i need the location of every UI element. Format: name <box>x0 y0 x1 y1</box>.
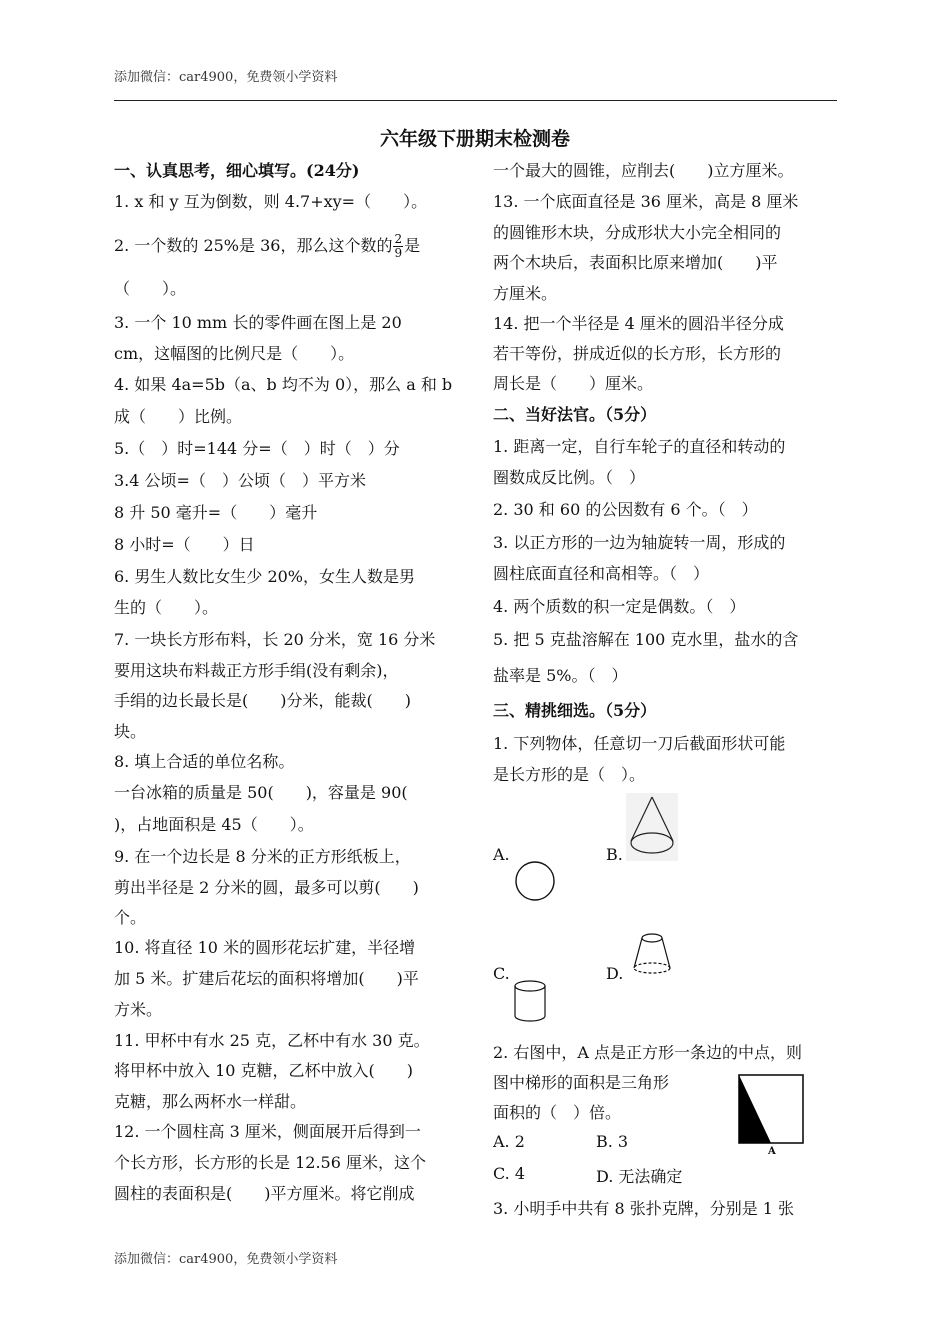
q5-line1: 5.（ ）时=144 分=（ ）时（ ）分 <box>114 439 400 458</box>
section-2-heading: 二、当好法官。（5分） <box>493 405 657 424</box>
judge-2: 2. 30 和 60 的公因数有 6 个。（ ） <box>493 500 758 519</box>
q14-line3: 周长是（ ）厘米。 <box>493 374 654 393</box>
q3-line2: cm，这幅图的比例尺是（ ）。 <box>114 344 355 363</box>
q10-line2: 加 5 米。扩建后花坛的面积将增加( )平 <box>114 969 419 988</box>
judge-1-line2: 圈数成反比例。（ ） <box>493 468 646 487</box>
q8-line2: 一台冰箱的质量是 50( )，容量是 90( <box>114 783 408 802</box>
point-a-label: A <box>768 1146 776 1157</box>
q12-line4: 一个最大的圆锥，应削去( )立方厘米。 <box>493 161 794 180</box>
judge-3-line2: 圆柱底面直径和高相等。（ ） <box>493 564 710 583</box>
cone-background <box>626 793 678 861</box>
fraction <box>393 233 403 260</box>
judge-3-line1: 3. 以正方形的一边为轴旋转一周，形成的 <box>493 533 786 552</box>
choice-2-line3: 面积的（ ）倍。 <box>493 1103 622 1122</box>
q3-line1: 3. 一个 10 mm 长的零件画在图上是 20 <box>114 313 402 332</box>
judge-5-line2: 盐率是 5%。（ ） <box>493 666 628 685</box>
q2-line2: （ ）。 <box>114 279 187 298</box>
choice-2-option-d: D. 无法确定 <box>596 1167 683 1186</box>
header-divider <box>114 100 837 101</box>
choice-2-option-c: C. 4 <box>493 1164 526 1183</box>
page-header: 添加微信：car4900，免费领小学资料 <box>114 70 338 85</box>
judge-1-line1: 1. 距离一定，自行车轮子的直径和转动的 <box>493 437 786 456</box>
choice-1-line2: 是长方形的是（ ）。 <box>493 765 646 784</box>
q5-line2: 3.4 公顷=（ ）公顷（ ）平方米 <box>114 471 366 490</box>
q7-line3: 手绢的边长最长是( )分米，能裁( ) <box>114 691 411 710</box>
q10-line1: 10. 将直径 10 米的圆形花坛扩建，半径增 <box>114 938 416 957</box>
page-footer: 添加微信：car4900，免费领小学资料 <box>114 1252 338 1267</box>
section-1-heading: 一、认真思考，细心填写。(24分) <box>114 161 360 180</box>
fraction-numerator: 2 <box>394 232 403 246</box>
choice-3-line1: 3. 小明手中共有 8 张扑克牌，分别是 1 张 <box>493 1199 795 1218</box>
q8-line3: )，占地面积是 45（ ）。 <box>114 815 314 834</box>
q5-line4: 8 小时=（ ）日 <box>114 535 255 554</box>
choice-2-option-a: A. 2 <box>493 1132 525 1151</box>
q11-line2: 将甲杯中放入 10 克糖，乙杯中放入( ) <box>114 1061 414 1080</box>
q6-line1: 6. 男生人数比女生少 20%，女生人数是男 <box>114 567 416 586</box>
q1: 1. x 和 y 互为倒数，则 4.7+xy=（ ）。 <box>114 192 428 211</box>
q9-line2: 剪出半径是 2 分米的圆，最多可以剪( ) <box>114 878 419 897</box>
q11-line3: 克糖，那么两杯水一样甜。 <box>114 1092 307 1111</box>
option-d-label: D. <box>606 964 624 983</box>
q4-line1: 4. 如果 4a=5b（a、b 均不为 0），那么 a 和 b <box>114 375 453 394</box>
q10-line3: 方米。 <box>114 1000 163 1019</box>
q2-text: 2. 一个数的 25%是 36，那么这个数的 <box>114 236 393 255</box>
q12-line2: 个长方形，长方形的长是 12.56 厘米，这个 <box>114 1153 426 1172</box>
q4-line2: 成（ ）比例。 <box>114 407 243 426</box>
choice-2-line1: 2. 右图中，A 点是正方形一条边的中点，则 <box>493 1043 802 1062</box>
q13-line1: 13. 一个底面直径是 36 厘米，高是 8 厘米 <box>493 192 799 211</box>
q12-line3: 圆柱的表面积是( )平方厘米。将它削成 <box>114 1184 415 1203</box>
q11-line1: 11. 甲杯中有水 25 克，乙杯中有水 30 克。 <box>114 1031 430 1050</box>
sphere-outline <box>516 862 554 900</box>
frustum-figure <box>628 930 676 978</box>
q6-line2: 生的（ ）。 <box>114 598 219 617</box>
frustum-top <box>642 934 662 942</box>
cylinder-top <box>515 981 545 991</box>
cylinder-figure <box>510 978 550 1026</box>
fraction-denominator: 9 <box>394 246 403 260</box>
option-a-label: A. <box>493 845 510 864</box>
q9-line1: 9. 在一个边长是 8 分米的正方形纸板上， <box>114 847 411 866</box>
section-3-heading: 三、精挑细选。（5分） <box>493 701 657 720</box>
q2-line1 <box>114 233 420 260</box>
page-title: 六年级下册期末检测卷 <box>379 128 570 150</box>
q12-line1: 12. 一个圆柱高 3 厘米，侧面展开后得到一 <box>114 1122 421 1141</box>
q8-line1: 8. 填上合适的单位名称。 <box>114 752 295 771</box>
choice-2-option-b: B. 3 <box>596 1132 629 1151</box>
cylinder-bottom <box>515 1016 545 1021</box>
sphere-figure <box>512 858 558 904</box>
option-b-label: B. <box>606 845 623 864</box>
cone-figure <box>626 793 678 861</box>
q5-line3: 8 升 50 毫升=（ ）毫升 <box>114 503 318 522</box>
option-c-label: C. <box>493 964 510 983</box>
q14-line2: 若干等份，拼成近似的长方形，长方形的 <box>493 344 782 363</box>
q7-line4: 块。 <box>114 722 147 741</box>
q13-line4: 方厘米。 <box>493 284 558 303</box>
q13-line3: 两个木块后，表面积比原来增加( )平 <box>493 253 778 272</box>
q7-line1: 7. 一块长方形布料，长 20 分米，宽 16 分米 <box>114 630 436 649</box>
judge-5-line1: 5. 把 5 克盐溶解在 100 克水里，盐水的含 <box>493 630 799 649</box>
q2-text-end: 是 <box>404 236 421 255</box>
choice-2-line2: 图中梯形的面积是三角形 <box>493 1073 670 1092</box>
frustum-right <box>662 938 670 968</box>
judge-4: 4. 两个质数的积一定是偶数。（ ） <box>493 597 746 616</box>
q9-line3: 个。 <box>114 908 147 927</box>
q13-line2: 的圆锥形木块，分成形状大小完全相同的 <box>493 223 782 242</box>
choice-1-line1: 1. 下列物体，任意切一刀后截面形状可能 <box>493 734 786 753</box>
q14-line1: 14. 把一个半径是 4 厘米的圆沿半径分成 <box>493 314 784 333</box>
frustum-base <box>634 963 670 973</box>
q7-line2: 要用这块布料裁正方形手绢(没有剩余)， <box>114 661 399 680</box>
